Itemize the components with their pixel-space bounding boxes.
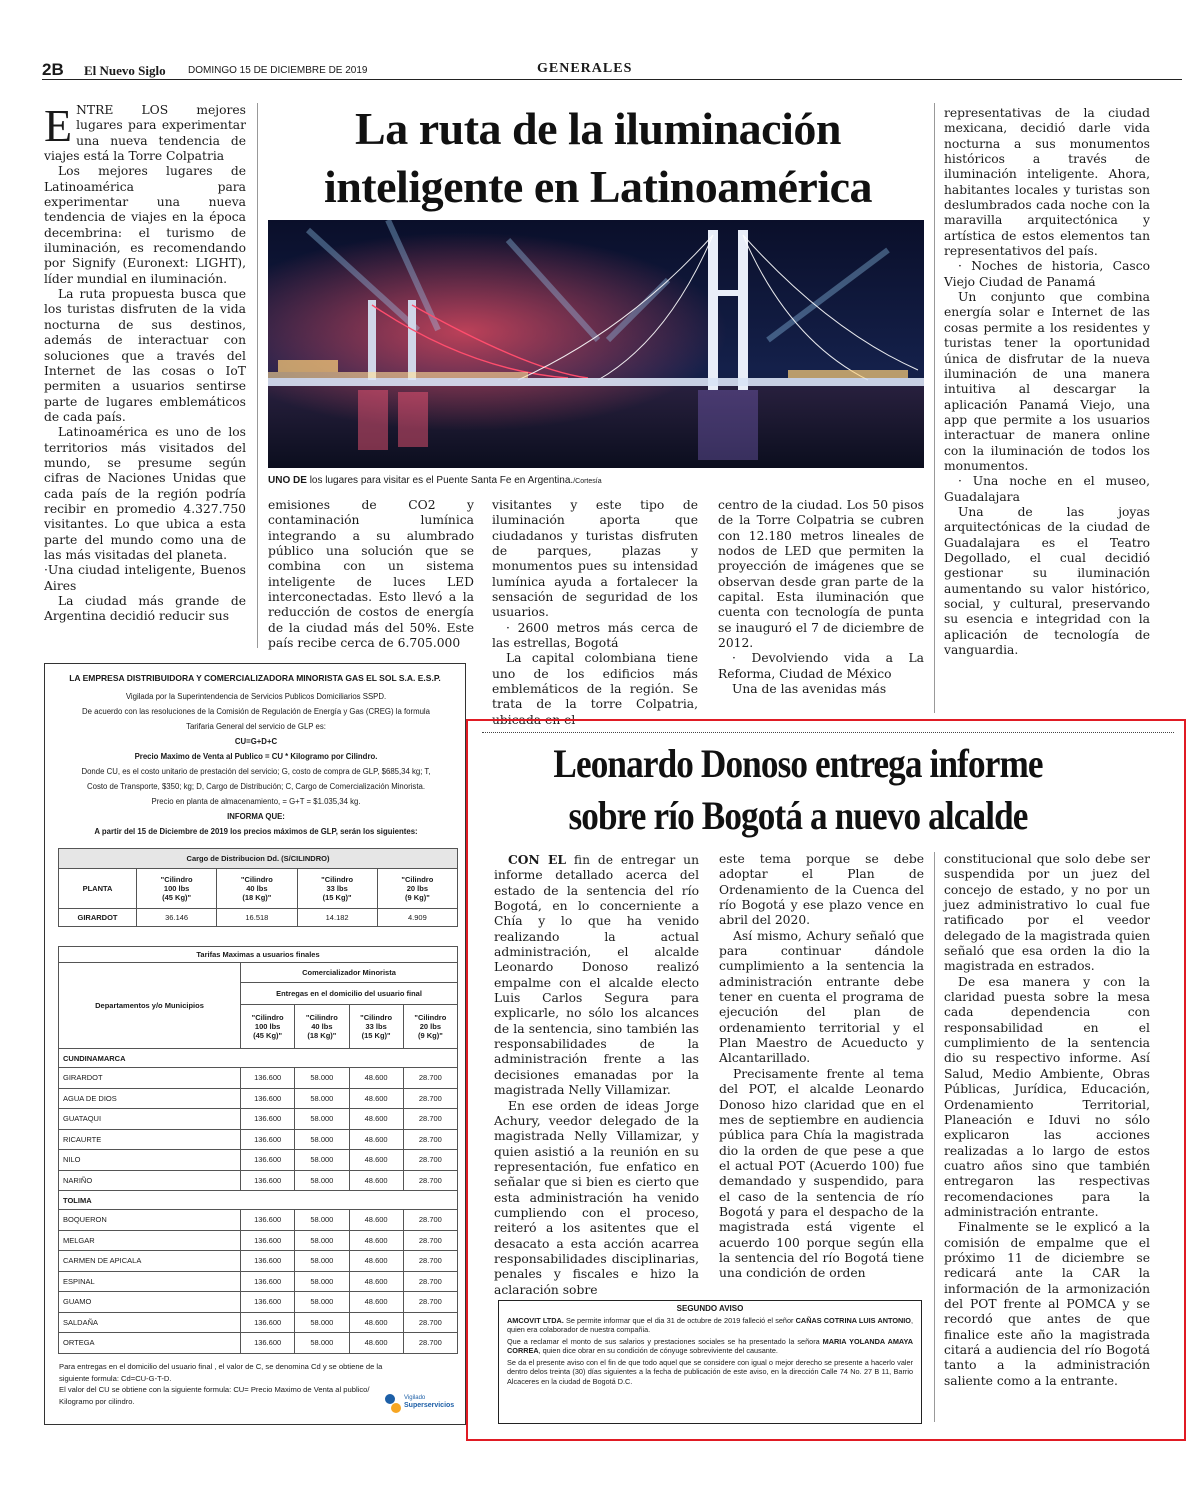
- paragraph: Los mejores lugares de Latinoamérica para experimentar una nueva tendencia de viajes en la época decembrina: el turismo de iluminación, es recomendando por Signify (Euronext: LIGHT), líder mundial en iluminación.: [44, 164, 246, 286]
- distribution-charge-table: Cargo de Distribucion Dd. (S/CILINDRO) PLANTA "Cilindro 100 lbs (45 Kg)" "Cilindro 40 lbs (18 Kg)" "Cilindro 33 lbs (15 Kg)" "Cilindro 20 lbs (9 Kg)" GIRARDOT 36.146 16.518 14.182 4.909: [58, 848, 458, 927]
- article2-col1: CON EL fin de entregar un informe detallado acerca del estado de la sentencia del río Bogotá, en lo concerniente a Chía y lo que ha venido realizando la actual administración, el alcalde Leonardo Donoso realizó empalme con el alcalde electo Luis Carlos Segura para explicarle, no sólo los alcances de la sentencia, sino también las responsabilidades de la administración frente a las decisiones emanadas por la magistrada Nelly Villamizar. En ese orden de ideas Jorge Achury, veedor delegado de la magistrada Nelly Villamizar, y quien asistió a la reunión en su representación, fue enfatico en señalar que si bien es cierto que esta administración ha venido cumpliendo con el proceso, reiteró a los asitentes que el desacato a esta acción acarrea responsabilidades disciplinarias, penales y fiscales e hizo la aclaración sobre: [494, 852, 699, 1297]
- notice-footnote: Para entregas en el domicilio del usuario final , el valor de C, se denomina Cd y se obtiene de la siguiente formula: Cd=CU-G-T-D. El valor del CU se obtiene con la siguiente formula: CU= Precio Maximo de Venta al publico/ Kilogramo por cilindro.: [59, 1362, 383, 1406]
- section-rule: [482, 732, 1174, 733]
- table-row: ESPINAL 136.600 58.000 48.600 28.700: [59, 1271, 458, 1292]
- issue-date: DOMINGO 15 DE DICIEMBRE DE 2019: [188, 65, 368, 76]
- article1-col5: representativas de la ciudad mexicana, decidió darle vida nocturna a sus monumentos históricos a través de iluminación inteligente. Ahora, habitantes locales y turistas son deslumbrados cada noche con la maravilla arquitectónica y artística de estos elementos tan representativos del país. · Noches de historia, Casco Viejo Ciudad de Panamá Un conjunto que combina energía solar e Internet de las cosas permite a los residentes y turistas tener la oportunidad única de disfrutar de la nueva iluminación de una manera intuitiva al descargar la aplicación Panamá Viejo, una app que permite a los usuarios interactuar de manera online con la iluminación de todos los monumentos. · Una noche en el museo, Guadalajara Una de las joyas arquitectónicas de la ciudad de Guadalajara es el Teatro Degollado, el cual decidió gestionar su iluminación aumentando su valor histórico, social, y cultural, preservando su esencia e integridad con la aplicación de tecnología de vanguardia.: [944, 106, 1150, 658]
- bridge-night-image: [268, 220, 924, 468]
- subheading: ·Una ciudad inteligente, Buenos Aires: [44, 563, 246, 593]
- table-row: GIRARDOT 136.600 58.000 48.600 28.700: [59, 1068, 458, 1089]
- table-row: RICAURTE 136.600 58.000 48.600 28.700: [59, 1129, 458, 1150]
- notice-title: SEGUNDO AVISO: [676, 1304, 744, 1313]
- table-row: NARIÑO 136.600 58.000 48.600 28.700: [59, 1170, 458, 1191]
- region-header-row: TOLIMA: [59, 1191, 458, 1210]
- article1-col3: visitantes y este tipo de iluminación aporta que ciudadanos y turistas disfruten de parques, plazas y monumentos pues su intensidad lumínica ayuda a fortalecer la sensación de seguridad de los usuarios. · 2600 metros más cerca de las estrellas, Bogotá La capital colombiana tiene uno de los edificios más emblemáticos de la región. Se trata de la torre Colpatria, ubicada en el: [492, 498, 698, 727]
- notice-paragraph: Se da el presente aviso con el fin de que todo aquel que se considere con igual o mejor derecho se presente a hacerlo valer dentro delos treinta (30) días siguientes a la fecha de publicación de este aviso, en la dirección Calle 74 No. 27 B 11, Barrio Alcaceres en la ciudad de Bogotá D.C.: [507, 1357, 913, 1386]
- section-title: GENERALES: [537, 61, 633, 76]
- dropcap: E: [44, 100, 73, 151]
- column-divider: [934, 852, 935, 1422]
- superservicios-logo: Vigilado Superservicios: [385, 1391, 463, 1417]
- legal-notice: [498, 1300, 922, 1424]
- article2-col3: constitucional que solo debe ser suspendida por un juez del concejo de estado, y no por un juez administrativo lo cual fue ratificado por el veedor delegado de la magistrada quien señaló que esa orden la dio la magistrada en estrados. De esa manera y con la claridad puesta sobre la mesa cada dependencia con responsabilidad en el cumplimiento de la sentencia dio su respectivo informe. Así Salud, Medio Ambiente, Obras Públicas, Jurídica, Educación, Ordenamiento Territorial, Planeación e Iduvi no sólo explicaron las acciones realizadas a lo largo de estos cuatro años sino que también entregaron las respectivas recomendaciones para la administración entrante. Finalmente se le explicó a la comisión de empalme que el próximo 11 de diciembre se redicará ante la CAR la información de la armonización del POT frente al POMCA y se recordó que antes de que finalice este año la magistrada citará a audiencia del río Bogotá tanto a la administración saliente como a la entrante.: [944, 852, 1150, 1388]
- notice-paragraph: AMCOVIT LTDA. Se permite informar que el dia 31 de octubre de 2019 falleció el señor CAÑAS COTRINA LUIS ANTONIO, quien era colaborador de nuestra compañia.: [507, 1315, 914, 1334]
- region-header-row: CUNDINAMARCA: [59, 1049, 458, 1068]
- article1-headline: La ruta de la iluminación inteligente en Latinoamérica: [323, 103, 873, 212]
- table-row: GUAMO 136.600 58.000 48.600 28.700: [59, 1292, 458, 1313]
- article1-col1: [44, 100, 246, 625]
- article2-col2: este tema porque se debe adoptar el Plan de Ordenamiento de la Cuenca del río Bogotá y ese plazo vence en abril del 2020. Así mismo, Achury señaló que para continuar dándole cumplimiento a la sentencia la administración entrante debe tener en cuenta el programa de ejecución del plan de ordenamiento territorial y el Plan Maestro de Acueducto y Alcantarillado. Precisamente frente al tema del POT, el alcalde Leonardo Donoso hizo claridad que en el mes de septiembre en audiencia pública para Chía la magistrada dio la orden de que pese a que el actual POT (Acuerdo 100) fue demandado y suspendido, para el caso de la sentencia de río Bogotá y para el despacho de la magistrada está vigente el acuerdo 100 porque según ella la sentencia del río Bogotá tiene una condición de orden: [719, 852, 924, 1281]
- masthead: El Nuevo Siglo: [84, 63, 166, 78]
- page-number: 2B: [42, 60, 64, 79]
- column-divider: [934, 103, 935, 713]
- column-divider: [257, 103, 258, 648]
- lead-in: CON EL: [508, 852, 567, 867]
- table-row: ORTEGA 136.600 58.000 48.600 28.700: [59, 1333, 458, 1354]
- table-row: CARMEN DE APICALA 136.600 58.000 48.600 28.700: [59, 1251, 458, 1272]
- paragraph: La ruta propuesta busca que los turistas disfruten de la vida nocturna de sus destinos, además de interactuar con soluciones que a través del Internet de las cosas o IoT permiten a usuarios sentirse parte de lugares emblemáticos de cada país.: [44, 287, 246, 424]
- table-row: AGUA DE DIOS 136.600 58.000 48.600 28.700: [59, 1088, 458, 1109]
- paragraph: Latinoamérica es uno de los territorios más visitados del mundo, se presume según cifras de Naciones Unidas que cada país de la región podría recibir en promedio 4.327.750 visitantes. Lo que ubica a esta parte del mundo como una de las más visitadas del planeta.: [44, 425, 246, 562]
- lead-paragraph: ENTRE LOS mejores lugares para experimentar una nueva tendencia de viajes está la Torre Colpatria: [44, 100, 246, 164]
- table-row: NILO 136.600 58.000 48.600 28.700: [59, 1150, 458, 1171]
- photo-caption: UNO DE los lugares para visitar es el Puente Santa Fe en Argentina./Cortesía: [268, 475, 602, 486]
- notice-paragraph: Que a reclamar el monto de sus salarios y prestaciones sociales se ha presentado la señora MARIA YOLANDA AMAYA CORREA, quien dice obrar en su condición de cónyuge sobreviviente del causante.: [507, 1336, 913, 1355]
- table-row: BOQUERON 136.600 58.000 48.600 28.700: [59, 1210, 458, 1231]
- page-header: [42, 58, 1182, 80]
- notice-body: Vigilada por la Superintendencia de Servicios Publicos Domiciliarios SSPD. De acuerdo con las resoluciones de la Comisión de Regulación de Energía y Gas (CREG) la formula Tarifaria General del servicio de GLP es: CU=G+D+C Precio Maximo de Venta al Publico = CU * Kilogramo por Cilindro. Donde CU, es el costo unitario de prestación del servicio; G, costo de compra de GLP, $685,34 kg; T, Costo de Transporte, $350; kg; D, Cargo de Distribución; C, Cargo de Comercialización Minorista. Precio en planta de almacenamiento, = G+T = $1.035,34 kg. INFORMA QUE: A partir del 15 de Diciembre de 2019 los precios máximos de GLP, serán los siguientes:: [81, 692, 431, 836]
- table-row: MELGAR 136.600 58.000 48.600 28.700: [59, 1230, 458, 1251]
- article2-headline: Leonardo Donoso entrega informe sobre río Bogotá a nuevo alcalde: [553, 741, 1043, 838]
- tariff-rows: [59, 1049, 458, 1354]
- gas-price-notice: [44, 663, 466, 1425]
- article1-col2: emisiones de CO2 y contaminación lumínica integrando a su alumbrado público una solución que se combina con un sistema inteligente de luces LED interconectadas. Esto llevó a la reducción de costos de energía de la ciudad más del 50%. Este país recibe cerca de 6.705.000: [268, 498, 474, 651]
- final-user-tariffs-table: Tarifas Maximas a usuarios finales Departamentos y/o Municipios Comercializador Minorista Entregas en el domicilio del usuario final "Cilindro 100 lbs (45 Kg)" "Cilindro 40 lbs (18 Kg)" "Cilindro 33 lbs (15 Kg)" "Cilindro 20 lbs (9 Kg)" CUNDINAMARCA GIRARDOT 136.600 58.000 48.600 28.700 AGUA DE DIOS 136.600 58.000 48.600 28.700 GUATAQUI 136.600 58.000 48.600 28.700 RICAURTE 136.600 58.000 48.600 28.700 NILO 136.600 58.000 48.600 28.700 NARIÑO 136.600 58.000 48.600 28.700 TOLIMA BOQUERON 136.600 58.000 48.600 28.700 MELGAR 136.600 58.000 48.600 28.700 CARMEN DE APICALA 136.600 58.000 48.600 28.700 ESPINAL 136.600 58.000 48.600 28.700 GUAMO 136.600 58.000 48.600 28.700 SALDAÑA 136.600 58.000 48.600 28.700 ORTEGA 136.600 58.000 48.600 28.700: [58, 946, 458, 1354]
- article1-col4: centro de la ciudad. Los 50 pisos de la Torre Colpatria se cubren con 12.180 metros lineales de nodos de LED que permiten la proyección de imágenes que se observan desde gran parte de la capital. Esta iluminación que cuenta con tecnología de punta se inauguró el 7 de diciembre de 2012. · Devolviendo vida a La Reforma, Ciudad de México Una de las avenidas más: [718, 498, 924, 697]
- table-row: SALDAÑA 136.600 58.000 48.600 28.700: [59, 1312, 458, 1333]
- bridge-photo: [268, 220, 924, 468]
- table-row: GUATAQUI 136.600 58.000 48.600 28.700: [59, 1109, 458, 1130]
- paragraph: La ciudad más grande de Argentina decidió reducir sus: [44, 594, 246, 624]
- notice-title: LA EMPRESA DISTRIBUIDORA Y COMERCIALIZADORA MINORISTA GAS EL SOL S.A. E.S.P.: [69, 673, 441, 683]
